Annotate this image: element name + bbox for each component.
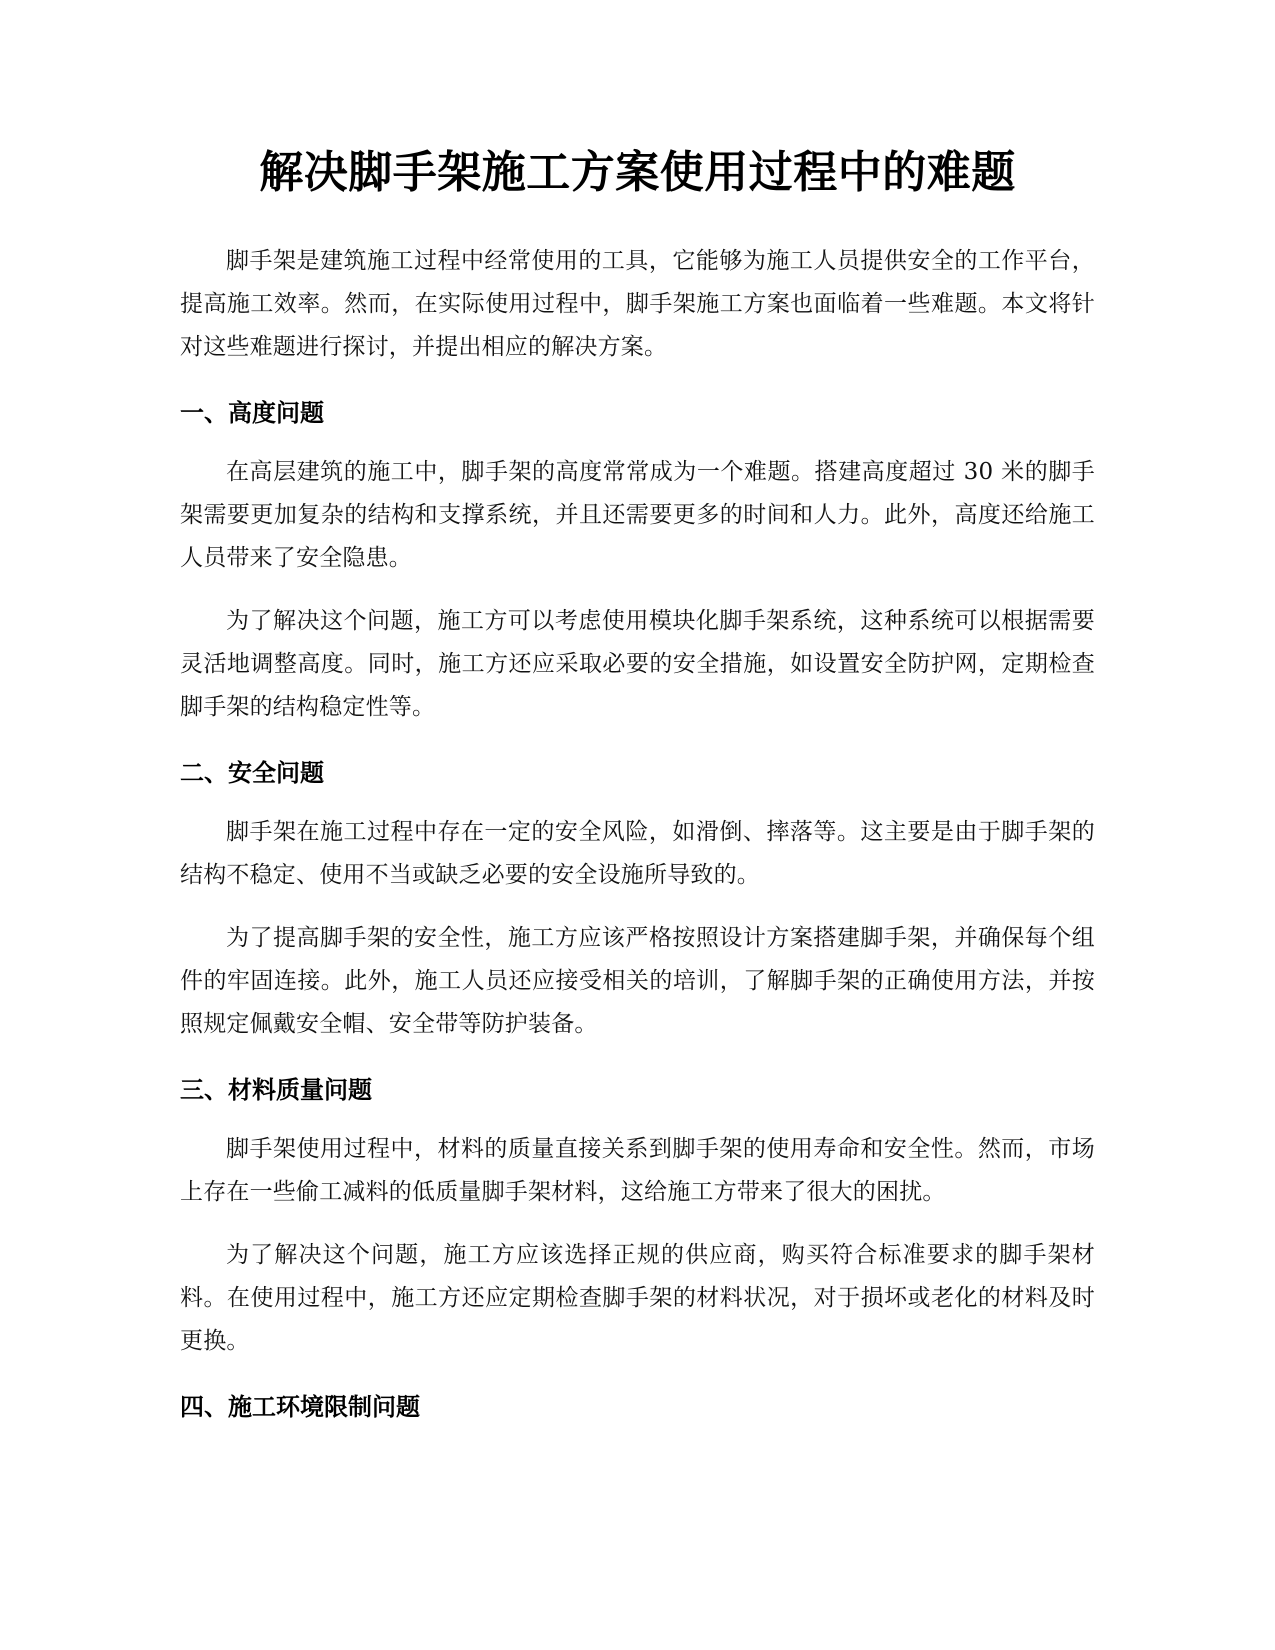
intro-paragraph: 脚手架是建筑施工过程中经常使用的工具，它能够为施工人员提供安全的工作平台，提高施工效率。然而，在实际使用过程中，脚手架施工方案也面临着一些难题。本文将针对这些难题进行探讨，并提出相应的解决方案。 [180, 248, 1095, 360]
document-title: 解决脚手架施工方案使用过程中的难题 [259, 147, 1016, 198]
section-paragraph: 在高层建筑的施工中，脚手架的高度常常成为一个难题。搭建高度超过 30 米的脚手架需要更加复杂的结构和支撑系统，并且还需要更多的时间和人力。此外，高度还给施工人员带来了安全隐患。 [180, 459, 1095, 571]
section-heading-safety: 二、安全问题 [180, 759, 324, 787]
section-heading-material-quality: 三、材料质量问题 [180, 1076, 372, 1104]
section-paragraph: 脚手架在施工过程中存在一定的安全风险，如滑倒、摔落等。这主要是由于脚手架的结构不稳定、使用不当或缺乏必要的安全设施所导致的。 [180, 819, 1095, 888]
section-paragraph: 为了解决这个问题，施工方应该选择正规的供应商，购买符合标准要求的脚手架材料。在使用过程中，施工方还应定期检查脚手架的材料状况，对于损坏或老化的材料及时更换。 [180, 1242, 1095, 1354]
document-page [180, 140, 1095, 1445]
section-heading-height: 一、高度问题 [180, 399, 324, 427]
section-paragraph: 为了解决这个问题，施工方可以考虑使用模块化脚手架系统，这种系统可以根据需要灵活地调整高度。同时，施工方还应采取必要的安全措施，如设置安全防护网，定期检查脚手架的结构稳定性等。 [180, 608, 1095, 720]
section-paragraph: 脚手架使用过程中，材料的质量直接关系到脚手架的使用寿命和安全性。然而，市场上存在一些偷工减料的低质量脚手架材料，这给施工方带来了很大的困扰。 [180, 1136, 1095, 1205]
section-heading-environment: 四、施工环境限制问题 [180, 1393, 420, 1421]
section-paragraph: 为了提高脚手架的安全性，施工方应该严格按照设计方案搭建脚手架，并确保每个组件的牢固连接。此外，施工人员还应接受相关的培训，了解脚手架的正确使用方法，并按照规定佩戴安全帽、安全带等防护装备。 [180, 925, 1095, 1037]
